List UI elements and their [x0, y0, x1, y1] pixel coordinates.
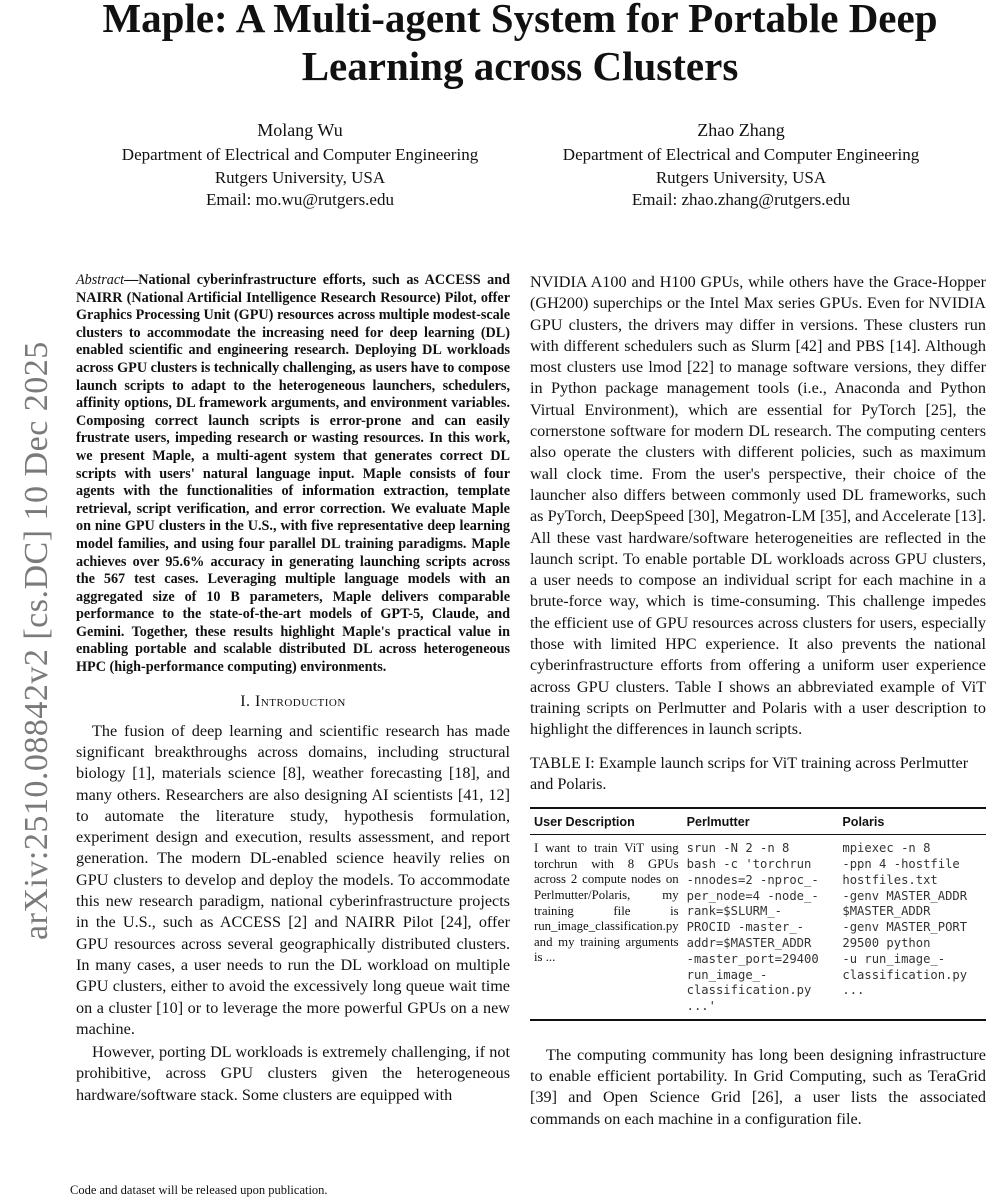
table-header-cell: User Description: [534, 815, 635, 830]
perlmutter-script-cell: srun -N 2 -n 8 bash -c 'torchrun -nnodes=2 -nproc_- per_node=4 -node_- rank=$SLURM_- PROCID -master_- addr=$MASTER_ADDR -master_port=29400 run_image_- classification.py ...': [686, 841, 819, 1014]
body-paragraph: NVIDIA A100 and H100 GPUs, while others have the Grace-Hopper (GH200) superchips or the Intel Max series GPUs. Even for NVIDIA GPU clusters, the drivers may differ in versions. These clusters run with different schedulers such as Slurm [42] and PBS [14]. Although most clusters use lmod [22] to manage software versions, they differ in Python package management tools (i.e., Anaconda and Python Virtual Environment), which are essential for PyTorch [25], the cornerstone software for modern DL research. The computing centers also operate the clusters with different policies, such as maximum wall clock time. From the user's perspective, their choice of the launcher also differs between commonly used DL frameworks, such as PyTorch, DeepSpeed [30], Megatron-LM [35], and Accelerate [13]. All these vast hardware/software heterogeneities are reflected in the launch script. To enable portable DL workloads across GPU clusters, a user needs to compose an individual script for each machine in a brute-force way, which is time-consuming. This challenge impedes the efficient use of GPU resources across clusters for users, especially those with limited HPC experience. It also prevents the national cyberinfrastructure efforts from offering a uniform user experience across GPU clusters. Table I shows an abbreviated example of ViT training scripts on Perlmutter and Polaris with a user description to highlight the differences in launch scripts.: [530, 273, 986, 739]
footnote: Code and dataset will be released upon publication.: [70, 1183, 328, 1197]
author-email: Email: zhao.zhang@rutgers.edu: [631, 190, 851, 209]
intro-paragraph: The fusion of deep learning and scientific research has made significant breakthroughs across domains, including structural biology [1], materials science [8], weather forecasting [18], and many others. Researchers are also designing AI scientists [41, 12] to automate the literature study, hypothesis formulation, experiment design and execution, results assessment, and report generation. The modern DL-enabled science heavily relies on GPU clusters to develop and deploy the models. To accommodate this new research paradigm, national cyberinfrastructure projects in the U.S., such as ACCESS [2] and NAIRR Pilot [24], offer GPU resources across several geographically distributed clusters. In many cases, a user needs to run the DL workload on multiple GPU clusters, either to avoid the excessively long queue wait time on a cluster [10] or to leverage the more powerful GPUs on a new machine.: [76, 721, 510, 1038]
author-university: Rutgers University, USA: [655, 167, 827, 187]
body-paragraph: The computing community has long been designing infrastructure to enable efficient portability. In Grid Computing, such as TeraGrid [39] and Open Science Grid [26], a user lists the associated commands on each machine in a configuration file.: [530, 1045, 986, 1128]
launch-script-table: [530, 807, 986, 1021]
table-header-cell: Polaris: [842, 815, 885, 830]
left-column: [76, 272, 510, 1106]
table-row: [530, 835, 986, 1020]
right-column: [530, 272, 986, 1130]
abstract-text: —National cyberinfrastructure efforts, such as ACCESS and NAIRR (National Artificial Intelligence Research Resource) Pilot, offer Graphics Processing Unit (GPU) resources across multiple modest-scale clusters to accommodate the increasing need for deep learning (DL) enabled scientific and engineering research. Deploying DL workloads across GPU clusters is technically challenging, as users have to compose launch scripts to adapt to the heterogeneous launchers, schedulers, affinity options, DL framework arguments, and environment variables. Composing correct launch scripts is error-prone and can easily frustrate users, impeding research or wasting resources. In this work, we present Maple, a multi-agent system that generates correct DL scripts with users' natural language input. Maple consists of four agents with the functionalities of information extraction, template retrieval, script verification, and error correction. We evaluate Maple on nine GPU clusters in the U.S., with five representative deep learning model families, and using four parallel DL training paradigms. Maple achieves over 95.6% accuracy in generating launching scripts across the 567 test cases. Leveraging multiple language models with an aggregated size of 10 B parameters, Maple delivers comparable performance to the state-of-the-art models of GPT-5, Claude, and Gemini. Together, these results highlight Maple's practical value in enabling portable and scalable distributed DL across heterogeneous HPC (high-performance computing) environments.: [76, 272, 510, 676]
intro-paragraph: However, porting DL workloads is extremely challenging, if not prohibitive, across GPU clusters given the heterogeneous hardware/software stack. Some clusters are equipped with: [76, 1043, 510, 1104]
author-department: Department of Electrical and Computer Engineering: [121, 145, 479, 164]
author-email: Email: mo.wu@rutgers.edu: [206, 190, 394, 209]
author-block-2: [506, 118, 976, 212]
polaris-script-cell: mpiexec -n 8 -ppn 4 -hostfile hostfiles.txt -genv MASTER_ADDR $MASTER_ADDR -genv MASTER_PORT 29500 python -u run_image_- classification.py ...: [842, 841, 968, 998]
abstract: [76, 272, 510, 677]
author-department: Department of Electrical and Computer Engineering: [562, 145, 920, 164]
section-heading: I. Introduction: [240, 692, 346, 710]
table-caption: TABLE I: Example launch scrips for ViT training across Perlmutter and Polaris.: [530, 753, 969, 793]
author-name: Molang Wu: [257, 120, 343, 140]
table-header-row: [530, 808, 986, 835]
author-university: Rutgers University, USA: [214, 167, 386, 187]
arxiv-stamp: arXiv:2510.08842v2 [cs.DC] 10 Dec 2025: [18, 341, 55, 940]
user-description-cell: I want to train ViT using torchrun with 8 GPUs across 2 compute nodes on Perlmutter/Polaris, my training file is run_image_classification.py and my training arguments is ...: [534, 841, 679, 965]
paper-title: Maple: A Multi-agent System for Portable Deep Learning across Clusters: [102, 0, 938, 89]
author-name: Zhao Zhang: [697, 120, 785, 140]
abstract-lead: Abstract: [76, 272, 125, 288]
table-header-cell: Perlmutter: [686, 815, 750, 830]
author-block-1: [65, 118, 535, 212]
